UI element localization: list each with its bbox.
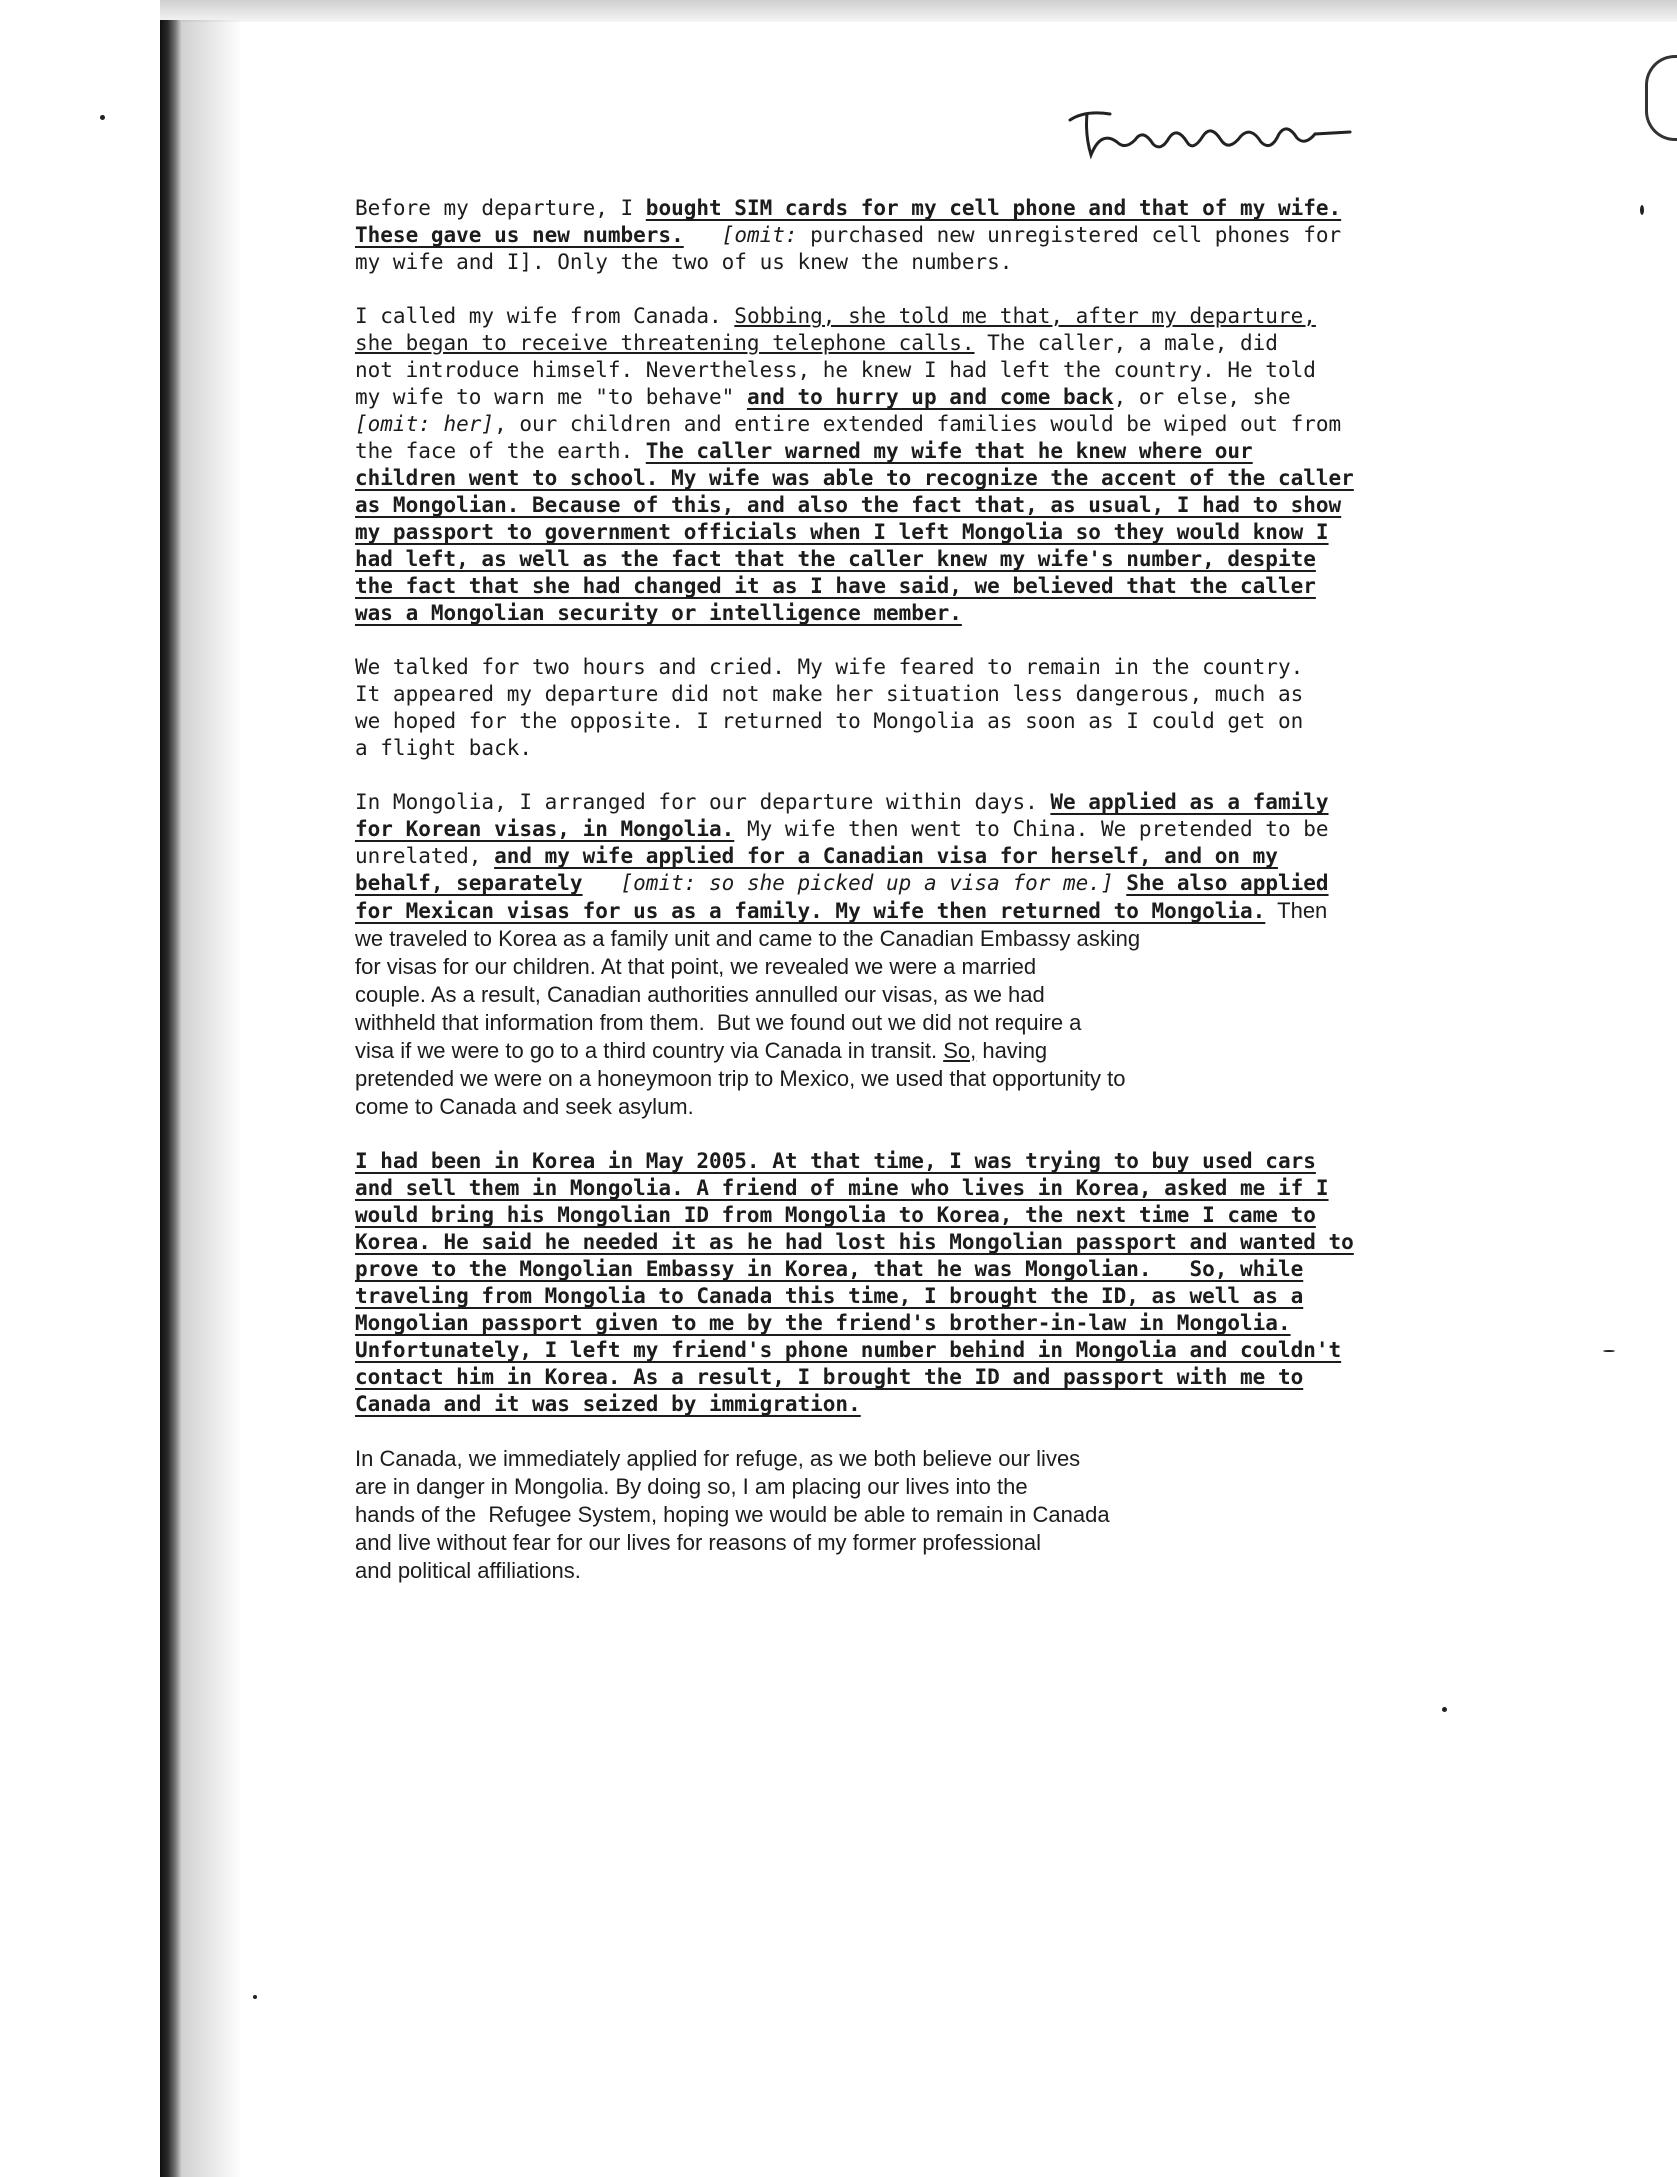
text-segment: not introduce himself. Nevertheless, he knew I had left the country. He told xyxy=(355,358,1316,382)
speck xyxy=(1640,205,1644,215)
text-segment: we traveled to Korea as a family unit and came to the Canadian Embassy asking xyxy=(355,926,1141,951)
text-segment: come to Canada and seek asylum. xyxy=(355,1094,694,1119)
speck xyxy=(253,1995,257,1999)
paragraph xyxy=(355,1445,1535,1585)
text-segment: Sobbing, she told me that, after my departure, xyxy=(734,304,1316,328)
highlighted-text: bought SIM cards for my cell phone and that of my wife. xyxy=(645,196,1342,220)
text-line xyxy=(355,897,1535,925)
highlighted-text: the fact that she had changed it as I have said, we believed that the caller xyxy=(355,574,1316,598)
paragraph xyxy=(355,654,1535,762)
text-line xyxy=(355,330,1535,357)
highlighted-text: had left, as well as the fact that the caller knew my wife's number, despite xyxy=(355,547,1316,571)
highlighted-text: I had been in Korea in May 2005. At that time, I was trying to buy used cars xyxy=(355,1149,1316,1173)
text-segment: purchased new unregistered cell phones for xyxy=(797,223,1342,247)
text-line xyxy=(355,357,1535,384)
text-line xyxy=(355,735,1535,762)
highlighted-text: Unfortunately, I left my friend's phone number behind in Mongolia and couldn't xyxy=(355,1338,1342,1362)
text-line xyxy=(355,438,1535,465)
highlighted-text: traveling from Mongolia to Canada this time, I brought the ID, as well as a xyxy=(355,1284,1304,1308)
text-line xyxy=(355,195,1535,222)
text-segment: I called my wife from Canada. xyxy=(355,304,735,328)
highlighted-text: and my wife applied for a Canadian visa for herself, and on my xyxy=(494,844,1278,868)
scan-binding-edge xyxy=(160,20,182,2177)
text-segment: , our children and entire extended families would be wiped out from xyxy=(494,412,1342,436)
text-line xyxy=(355,981,1535,1009)
text-line xyxy=(355,465,1535,492)
text-segment: couple. As a result, Canadian authorities annulled our visas, as we had xyxy=(355,982,1045,1007)
text-line xyxy=(355,654,1535,681)
text-line xyxy=(355,1229,1535,1256)
highlighted-text: These gave us new numbers. xyxy=(355,223,684,247)
text-line xyxy=(355,303,1535,330)
text-line xyxy=(355,1529,1535,1557)
text-line xyxy=(355,1256,1535,1283)
highlighted-text: my passport to government officials when I left Mongolia so they would know I xyxy=(355,520,1329,544)
text-segment: the face of the earth. xyxy=(355,439,646,463)
text-segment: visa if we were to go to a third country via Canada in transit. xyxy=(355,1038,944,1063)
text-segment: The caller, a male, did xyxy=(974,331,1278,355)
speck xyxy=(1603,1350,1615,1352)
text-segment: and live without fear for our lives for reasons of my former professional xyxy=(355,1530,1041,1555)
highlighted-text: She also applied xyxy=(1126,871,1329,895)
highlighted-text: for Korean visas, in Mongolia. xyxy=(355,817,735,841)
text-segment xyxy=(1114,871,1127,895)
highlighted-text: The caller warned my wife that he knew where our xyxy=(645,439,1253,463)
text-line xyxy=(355,1473,1535,1501)
highlighted-text: Mongolian passport given to me by the friend's brother-in-law in Mongolia. xyxy=(355,1311,1291,1335)
highlighted-text: We applied as a family xyxy=(1050,790,1329,814)
text-line xyxy=(355,953,1535,981)
text-line xyxy=(355,1501,1535,1529)
text-segment: my wife to warn me "to behave" xyxy=(355,385,747,409)
handwritten-signature xyxy=(1065,100,1355,180)
highlighted-text: Korea. He said he needed it as he had lost his Mongolian passport and wanted to xyxy=(355,1230,1354,1254)
text-line xyxy=(355,411,1535,438)
paragraph xyxy=(355,789,1535,1121)
text-line xyxy=(355,1202,1535,1229)
text-line xyxy=(355,925,1535,953)
scan-top-edge xyxy=(160,0,1677,22)
highlighted-text: behalf, separately xyxy=(355,871,583,895)
text-segment: we hoped for the opposite. I returned to Mongolia as soon as I could get on xyxy=(355,709,1304,733)
text-segment: and political affiliations. xyxy=(355,1558,581,1583)
text-segment: unrelated, xyxy=(355,844,495,868)
text-segment: my wife and I]. Only the two of us knew the numbers. xyxy=(355,250,1013,274)
highlighted-text: for Mexican visas for us as a family. My wife then returned to Mongolia. xyxy=(355,899,1266,923)
text-line xyxy=(355,519,1535,546)
text-segment: It appeared my departure did not make her situation less dangerous, much as xyxy=(355,682,1304,706)
text-segment: are in danger in Mongolia. By doing so, I am placing our lives into the xyxy=(355,1474,1028,1499)
text-segment: withheld that information from them. But we found out we did not require a xyxy=(355,1010,1082,1035)
text-line xyxy=(355,1093,1535,1121)
text-line xyxy=(355,1148,1535,1175)
text-segment: she began to receive threatening telephone calls. xyxy=(355,331,975,355)
text-segment: We talked for two hours and cried. My wife feared to remain in the country. xyxy=(355,655,1304,679)
speck xyxy=(100,115,105,120)
text-segment xyxy=(684,223,722,247)
text-line xyxy=(355,1445,1535,1473)
highlighted-text: and sell them in Mongolia. A friend of mine who lives in Korea, asked me if I xyxy=(355,1176,1329,1200)
text-segment: Then xyxy=(1265,898,1328,923)
text-line xyxy=(355,222,1535,249)
omit-note: [omit: her] xyxy=(355,412,495,436)
paragraph xyxy=(355,195,1535,276)
text-line xyxy=(355,1557,1535,1585)
paragraph xyxy=(355,1148,1535,1418)
margin-hole-punch xyxy=(1645,55,1677,141)
text-line xyxy=(355,681,1535,708)
text-line xyxy=(355,789,1535,816)
text-line xyxy=(355,384,1535,411)
text-segment: for visas for our children. At that point, we revealed we were a married xyxy=(355,954,1037,979)
text-line xyxy=(355,492,1535,519)
text-line xyxy=(355,843,1535,870)
text-segment: So, xyxy=(943,1038,977,1063)
paragraph xyxy=(355,303,1535,627)
highlighted-text: prove to the Mongolian Embassy in Korea, that he was Mongolian. So, while xyxy=(355,1257,1304,1281)
highlighted-text: and to hurry up and come back xyxy=(746,385,1114,409)
text-segment: a flight back. xyxy=(355,736,533,760)
omit-note: [omit: so she picked up a visa for me.] xyxy=(620,871,1114,895)
text-line xyxy=(355,1391,1535,1418)
text-line xyxy=(355,1037,1535,1065)
text-segment: hands of the Refugee System, hoping we would be able to remain in Canada xyxy=(355,1502,1110,1527)
text-line xyxy=(355,816,1535,843)
text-line xyxy=(355,1065,1535,1093)
text-segment: My wife then went to China. We pretended to be xyxy=(734,817,1329,841)
text-line xyxy=(355,1283,1535,1310)
omit-note: [omit: xyxy=(721,223,798,247)
text-segment: pretended we were on a honeymoon trip to Mexico, we used that opportunity to xyxy=(355,1066,1126,1091)
text-line xyxy=(355,708,1535,735)
speck xyxy=(1442,1707,1447,1712)
highlighted-text: would bring his Mongolian ID from Mongolia to Korea, the next time I came to xyxy=(355,1203,1316,1227)
text-line xyxy=(355,1364,1535,1391)
text-segment: In Mongolia, I arranged for our departure within days. xyxy=(355,790,1051,814)
document-body xyxy=(355,195,1535,1612)
text-line xyxy=(355,573,1535,600)
text-line xyxy=(355,249,1535,276)
text-line xyxy=(355,1009,1535,1037)
highlighted-text: contact him in Korea. As a result, I brought the ID and passport with me to xyxy=(355,1365,1304,1389)
text-line xyxy=(355,1310,1535,1337)
highlighted-text: children went to school. My wife was able to recognize the accent of the caller xyxy=(355,466,1354,490)
text-segment: Before my departure, I xyxy=(355,196,646,220)
text-segment: , or else, she xyxy=(1113,385,1291,409)
text-line xyxy=(355,546,1535,573)
highlighted-text: Canada and it was seized by immigration. xyxy=(355,1392,861,1416)
text-segment: In Canada, we immediately applied for refuge, as we both believe our lives xyxy=(355,1446,1081,1471)
highlighted-text: was a Mongolian security or intelligence member. xyxy=(355,601,962,625)
text-line xyxy=(355,1337,1535,1364)
text-line xyxy=(355,870,1535,897)
text-segment xyxy=(583,871,621,895)
text-line xyxy=(355,600,1535,627)
text-segment: having xyxy=(976,1038,1048,1063)
scan-shadow xyxy=(182,20,242,2177)
text-line xyxy=(355,1175,1535,1202)
highlighted-text: as Mongolian. Because of this, and also the fact that, as usual, I had to show xyxy=(355,493,1342,517)
